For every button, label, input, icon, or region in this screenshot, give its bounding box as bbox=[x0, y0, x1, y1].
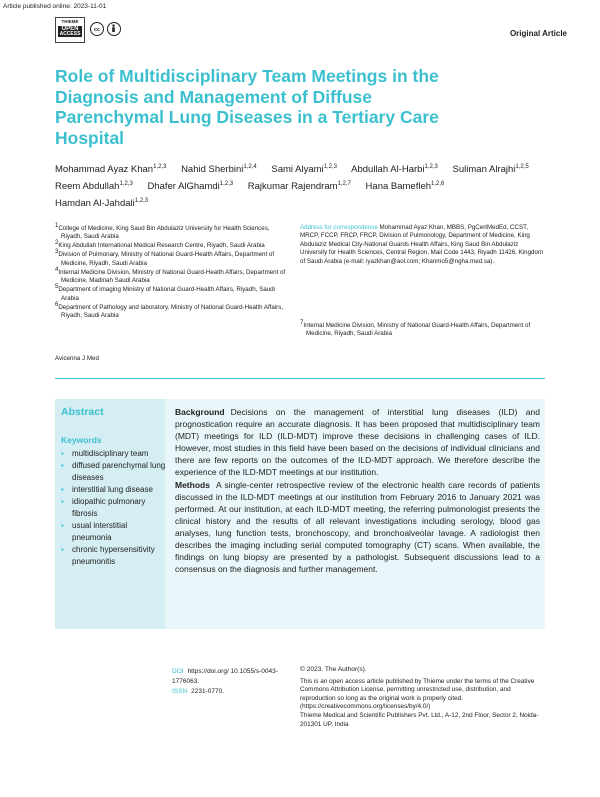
affiliation-number: 1 bbox=[55, 222, 59, 229]
background-label: Background bbox=[175, 407, 225, 417]
affiliation bbox=[55, 242, 290, 250]
issn-label: ISSN bbox=[172, 688, 188, 695]
author bbox=[55, 198, 148, 209]
correspondence-email: (e-mail: iyazkhan@aol.com; Khanmo5@ngha.med.sa). bbox=[343, 257, 495, 265]
author-affiliation-numbers: 1,2,7 bbox=[337, 180, 351, 187]
affiliation-number: 4 bbox=[55, 266, 59, 273]
license-text: This is an open access article published by Thieme under the terms of the Creative Commons Attribution License, permitting unrestricted use, distribution, and reproduction so long as the original work is properly cited. (https://creativecommons.org/licenses/by/4.0/) bbox=[300, 677, 535, 711]
correspondence-label: Address for correspondence bbox=[300, 224, 378, 231]
author bbox=[55, 164, 166, 175]
abstract-body bbox=[175, 406, 540, 575]
copyright: © 2023. The Author(s). bbox=[300, 666, 367, 673]
author-affiliation-numbers: 1,2,3 bbox=[219, 180, 234, 187]
affiliation-text: Internal Medicine Division, Ministry of National Guard-Health Affairs, Department of Medicine, Riyadh, Saudi Arabia bbox=[303, 322, 531, 338]
author bbox=[55, 181, 133, 192]
author-name: Hana Bamefleh bbox=[365, 181, 432, 192]
correspondence-block bbox=[300, 224, 545, 266]
author-list bbox=[55, 161, 555, 212]
affiliation-text: King Abdullah International Medical Research Centre, Riyadh, Saudi Arabia bbox=[58, 242, 265, 250]
logo-line-thieme: THIEME bbox=[61, 19, 79, 24]
author-name: Rajkumar Rajendram bbox=[247, 181, 338, 192]
keyword: ▪ diffused parenchymal lung diseases bbox=[61, 460, 166, 484]
author bbox=[248, 181, 351, 192]
keyword: ▪ multidisciplinary team bbox=[61, 448, 166, 460]
affiliation bbox=[55, 251, 290, 268]
author bbox=[351, 164, 438, 175]
author-affiliation-numbers: 1,2,6 bbox=[431, 180, 445, 187]
copyright-block bbox=[300, 666, 545, 729]
keywords-list bbox=[61, 448, 166, 568]
doi-issn-block bbox=[172, 667, 282, 697]
affiliation-7 bbox=[300, 319, 545, 339]
by-attribution-icon bbox=[107, 22, 121, 36]
author-affiliation-numbers: 1,2,3 bbox=[119, 180, 133, 187]
affiliation-text: College of Medicine, King Saud Bin Abdulaziz University for Health Sciences, Riyadh, Saudi Arabia bbox=[58, 225, 270, 241]
author-name: Dhafer AlGhamdi bbox=[147, 181, 220, 192]
article-title: Role of Multidisciplinary Team Meetings in the Diagnosis and Management of Diffuse Parenchymal Lung Diseases in a Tertiary Care Hospital bbox=[55, 66, 439, 148]
affiliation-text: Department of imaging Ministry of National Guard-Health Affairs, Riyadh, Saudi Arabia bbox=[58, 286, 275, 302]
affiliations-left bbox=[55, 222, 290, 321]
methods-label: Methods bbox=[175, 479, 210, 490]
doi-label: DOI bbox=[172, 668, 184, 675]
author-affiliation-numbers: 1,2,3 bbox=[134, 197, 149, 204]
keyword: ▪ interstitial lung disease bbox=[61, 484, 166, 496]
author-name: Suliman Alrajhi bbox=[452, 164, 516, 175]
author-affiliation-numbers: 1,2,3 bbox=[424, 163, 438, 170]
author bbox=[181, 164, 257, 175]
author-name: Nahid Sherbini bbox=[181, 164, 244, 175]
author-affiliation-numbers: 1,2,3 bbox=[153, 163, 167, 170]
article-type-label: Original Article bbox=[509, 29, 567, 38]
author-name: Reem Abdullah bbox=[55, 181, 120, 192]
divider bbox=[55, 378, 545, 379]
affiliation bbox=[55, 266, 290, 286]
thieme-open-access-logo bbox=[55, 17, 85, 43]
affiliation bbox=[55, 301, 290, 321]
keyword: ▪ idiopathic pulmonary fibrosis bbox=[61, 496, 166, 520]
affiliation bbox=[55, 222, 290, 242]
logo-line-access: ACCESS bbox=[59, 31, 81, 38]
cc-icon: cc bbox=[90, 22, 104, 36]
author bbox=[453, 164, 529, 175]
affiliation-text: Department of Pathology and laboratory. Ministry of National Guard-Health Affairs, Riyadh, Saudi Arabia bbox=[58, 303, 284, 320]
correspondence-text: Mohammad Ayaz Khan, MBBS, PgCertMedEd, CCST, MRCP, FCCP, FRCP, FRCP, Division of Pulmonology, Department of Medicine, King Abdulaziz Medical City-National Guards Health Affairs, King Saud Bin Abdulaziz University for Health Sciences, Central Region, Mail Code 1443, Riyadh 11426, Kingdom of Saudi Arabia bbox=[300, 224, 544, 265]
keyword: ▪ usual interstitial pneumonia bbox=[61, 520, 166, 544]
author-name: Abdullah Al-Harbi bbox=[351, 164, 425, 175]
author-name: Hamdan Al-Jahdali bbox=[55, 198, 135, 209]
affiliation bbox=[55, 286, 290, 303]
abstract-heading: Abstract bbox=[61, 406, 104, 418]
keywords-heading: Keywords bbox=[61, 435, 102, 445]
author bbox=[147, 181, 233, 192]
background-text: Decisions on the management of interstitial lung diseases (ILD) and prognostication require an accurate diagnosis. It has been proposed that multidisciplinary team (MDT) meetings for ILD (ILD-MDT) improve these decisions in challenging cases of ILD. However, most studies in this field have been based on the decisions of individual clinicians and there are few reports on the outcomes of the ILD-MDT approach. We therefore describe the experience of the ILD-MDT meetings at our institution. bbox=[175, 407, 540, 478]
keyword: ▪ chronic hypersensitivity pneumonitis bbox=[61, 544, 166, 568]
issn-value: 2231-0770. bbox=[191, 688, 225, 695]
affiliation-text: Internal Medicine Division, Ministry of National Guard-Health Affairs, Department of Medicine, Madinah Saudi Arabia bbox=[58, 268, 286, 285]
affiliation-text: Division of Pulmonary, Ministry of National Guard-Health Affairs, Department of Medicine, Riyadh, Saudi Arabia bbox=[58, 251, 275, 267]
author-name: Sami Alyami bbox=[271, 164, 324, 175]
affiliation-number: 5 bbox=[55, 284, 59, 291]
publisher-address: Thieme Medical and Scientific Publishers Pvt. Ltd., A-12, 2nd Floor, Sector 2, Noida-201301 UP, India bbox=[300, 711, 539, 728]
author-affiliation-numbers: 1,2,5 bbox=[515, 163, 529, 170]
logo-line-open: OPEN bbox=[58, 26, 82, 32]
author-name: Mohammad Ayaz Khan bbox=[55, 164, 154, 175]
author bbox=[271, 164, 337, 175]
doi-link[interactable]: https://doi.org/ 10.1055/s-0043-1776063. bbox=[172, 668, 278, 685]
abstract-methods bbox=[175, 479, 540, 576]
methods-text: A single-center retrospective review of the electronic health care records of patients discussed in the ILD-MDT meetings at our institution from February 2016 to January 2021 was performed. At our institution, at each ILD-MDT meeting, the referring pulmonologist presents the clinical history and the results of all relevant investigations including serology, blood gas analyses, lung function tests, bronchoscopy, and bronchoalveolar lavage. A radiologist then describes the imaging including serial computed tomography (CT) scans. When available, the findings on lung biopsy are presented by a pathologist. Subsequent discussions lead to a consensus on the diagnosis and further management. bbox=[175, 479, 540, 575]
affiliation-number: 6 bbox=[55, 301, 59, 308]
affiliation-number: 7 bbox=[300, 319, 304, 326]
journal-name: Avicenna J Med bbox=[55, 355, 99, 362]
author-affiliation-numbers: 1,2,3 bbox=[323, 163, 338, 170]
publication-date: Article published online: 2023-11-01 bbox=[3, 3, 107, 10]
author bbox=[366, 181, 445, 192]
affiliation-number: 2 bbox=[55, 240, 59, 247]
abstract-background bbox=[175, 406, 540, 479]
affiliation-number: 3 bbox=[55, 249, 59, 256]
author-affiliation-numbers: 1,2,4 bbox=[243, 163, 257, 170]
